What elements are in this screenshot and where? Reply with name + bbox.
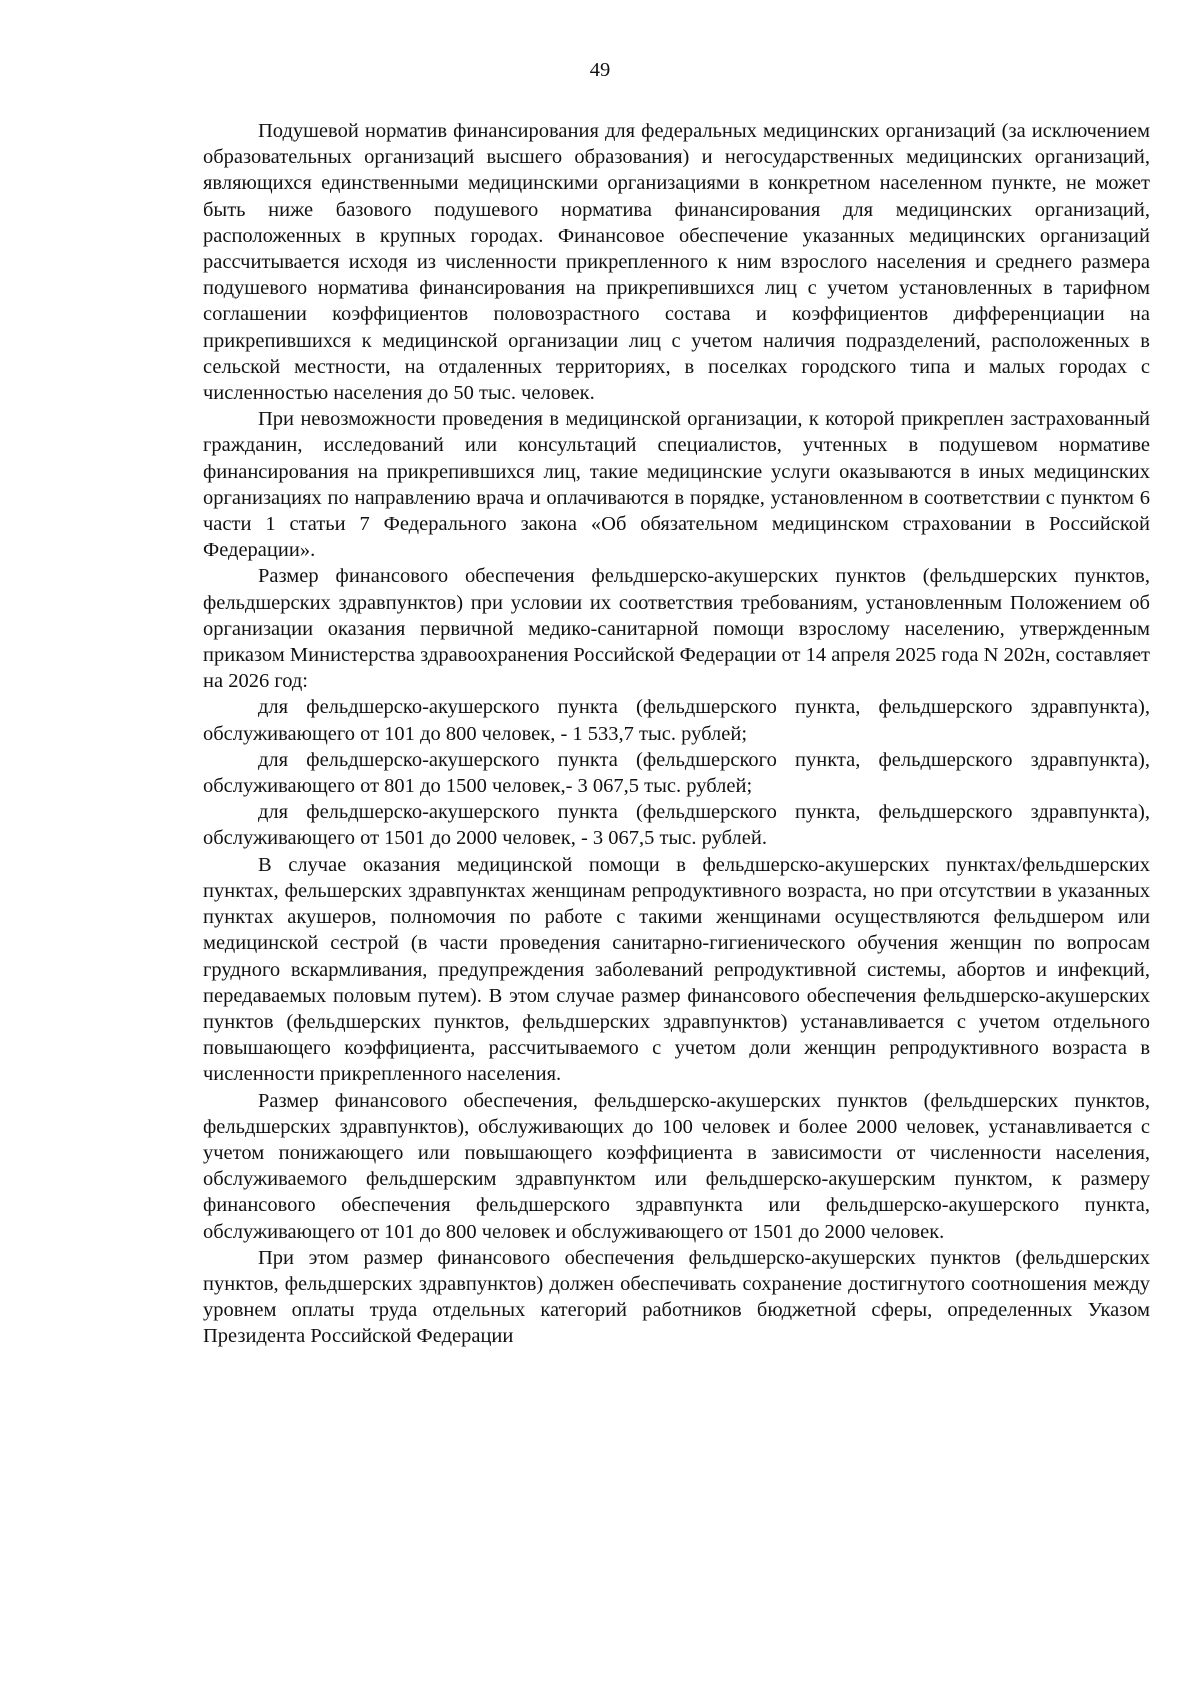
- paragraph-salary-ratio: При этом размер финансового обеспечения фельдшерско-акушерских пунктов (фельдшерских пунктов, фельдшерских здравпунктов) должен обеспечивать сохранение достигнутого соотношения между уровнем оплаты труда отдельных категорий работников бюджетной сферы, определенных Указом Президента Российской Федерации: [203, 1246, 1150, 1348]
- paragraph-per-capita-standard: Подушевой норматив финансирования для федеральных медицинских организаций (за исключением образовательных организаций высшего образования) и негосударственных медицинских организаций, являющихся единственными медицинскими организациями в конкретном населенном пункте, не может быть ниже базового подушевого норматива финансирования для медицинских организаций, расположенных в крупных городах. Финансовое обеспечение указанных медицинских организаций рассчитывается исходя из численности прикрепленного к ним взрослого населения и среднего размера подушевого норматива финансирования на прикрепившихся лиц с учетом установленных в тарифном соглашении коэффициентов половозрастного состава и коэффициентов дифференциации на прикрепившихся к медицинской организации лиц с учетом наличия подразделений, расположенных в сельской местности, на отдаленных территориях, в поселках городского типа и малых городах с численностью населения до 50 тыс. человек.: [203, 120, 1150, 405]
- paragraph-referral-services: При невозможности проведения в медицинской организации, к которой прикреплен застрахованный гражданин, исследований или консультаций специалистов, учтенных в подушевом нормативе финансирования на прикрепившихся лиц, такие медицинские услуги оказываются в иных медицинских организациях по направлению врача и оплачиваются в порядке, установленном в соответствии с пунктом 6 части 1 статьи 7 Федерального закона «Об обязательном медицинском страховании в Российской Федерации».: [203, 408, 1150, 562]
- list-item-fap-801-1500: для фельдшерско-акушерского пункта (фельдшерского пункта, фельдшерского здравпункта), обслуживающего от 801 до 1500 человек,- 3 067,5 тыс. рублей;: [203, 748, 1150, 798]
- list-item-fap-101-800: для фельдшерско-акушерского пункта (фельдшерского пункта, фельдшерского здравпункта), обслуживающего от 101 до 800 человек, - 1 533,7 тыс. рублей;: [203, 696, 1150, 745]
- document-body: [203, 118, 1150, 1350]
- paragraph-reproductive-age-care: В случае оказания медицинской помощи в фельдшерско-акушерских пунктах/фельдшерских пунктах, фельшерских здравпунктах женщинам репродуктивного возраста, но при отсутствии в указанных пунктах акушеров, полномочия по работе с такими женщинами осуществляются фельдшером или медицинской сестрой (в части проведения санитарно-гигиенического обучения женщин по вопросам грудного вскармливания, предупреждения заболеваний репродуктивной системы, абортов и инфекций, передаваемых половым путем). В этом случае размер финансового обеспечения фельдшерско-акушерских пунктов (фельдшерских пунктов, фельдшерских здравпунктов) устанавливается с учетом отдельного повышающего коэффициента, рассчитываемого с учетом доли женщин репродуктивного возраста в численности прикрепленного населения.: [203, 853, 1150, 1086]
- paragraph-fap-funding: Размер финансового обеспечения фельдшерско-акушерских пунктов (фельдшерских пунктов, фельдшерских здравпунктов) при условии их соответствия требованиям, установленным Положением об организации оказания первичной медико-санитарной помощи взрослому населению, утвержденным приказом Министерства здравоохранения Российской Федерации от 14 апреля 2025 года N 202н, составляет на 2026 год:: [203, 565, 1150, 693]
- paragraph-coefficients: Размер финансового обеспечения, фельдшерско-акушерских пунктов (фельдшерских пунктов, фельдшерских здравпунктов), обслуживающих до 100 человек и более 2000 человек, устанавливается с учетом понижающего или повышающего коэффициента в зависимости от численности населения, обслуживаемого фельдшерским здравпунктом или фельдшерско-акушерским пунктом, к размеру финансового обеспечения фельдшерского здравпункта или фельдшерско-акушерского пункта, обслуживающего от 101 до 800 человек и обслуживающего от 1501 до 2000 человек.: [203, 1089, 1150, 1243]
- list-item-fap-1501-2000: для фельдшерско-акушерского пункта (фельдшерского пункта, фельдшерского здравпункта), обслуживающего от 1501 до 2000 человек, - 3 067,5 тыс. рублей.: [203, 801, 1150, 850]
- page-number: 49: [589, 59, 611, 81]
